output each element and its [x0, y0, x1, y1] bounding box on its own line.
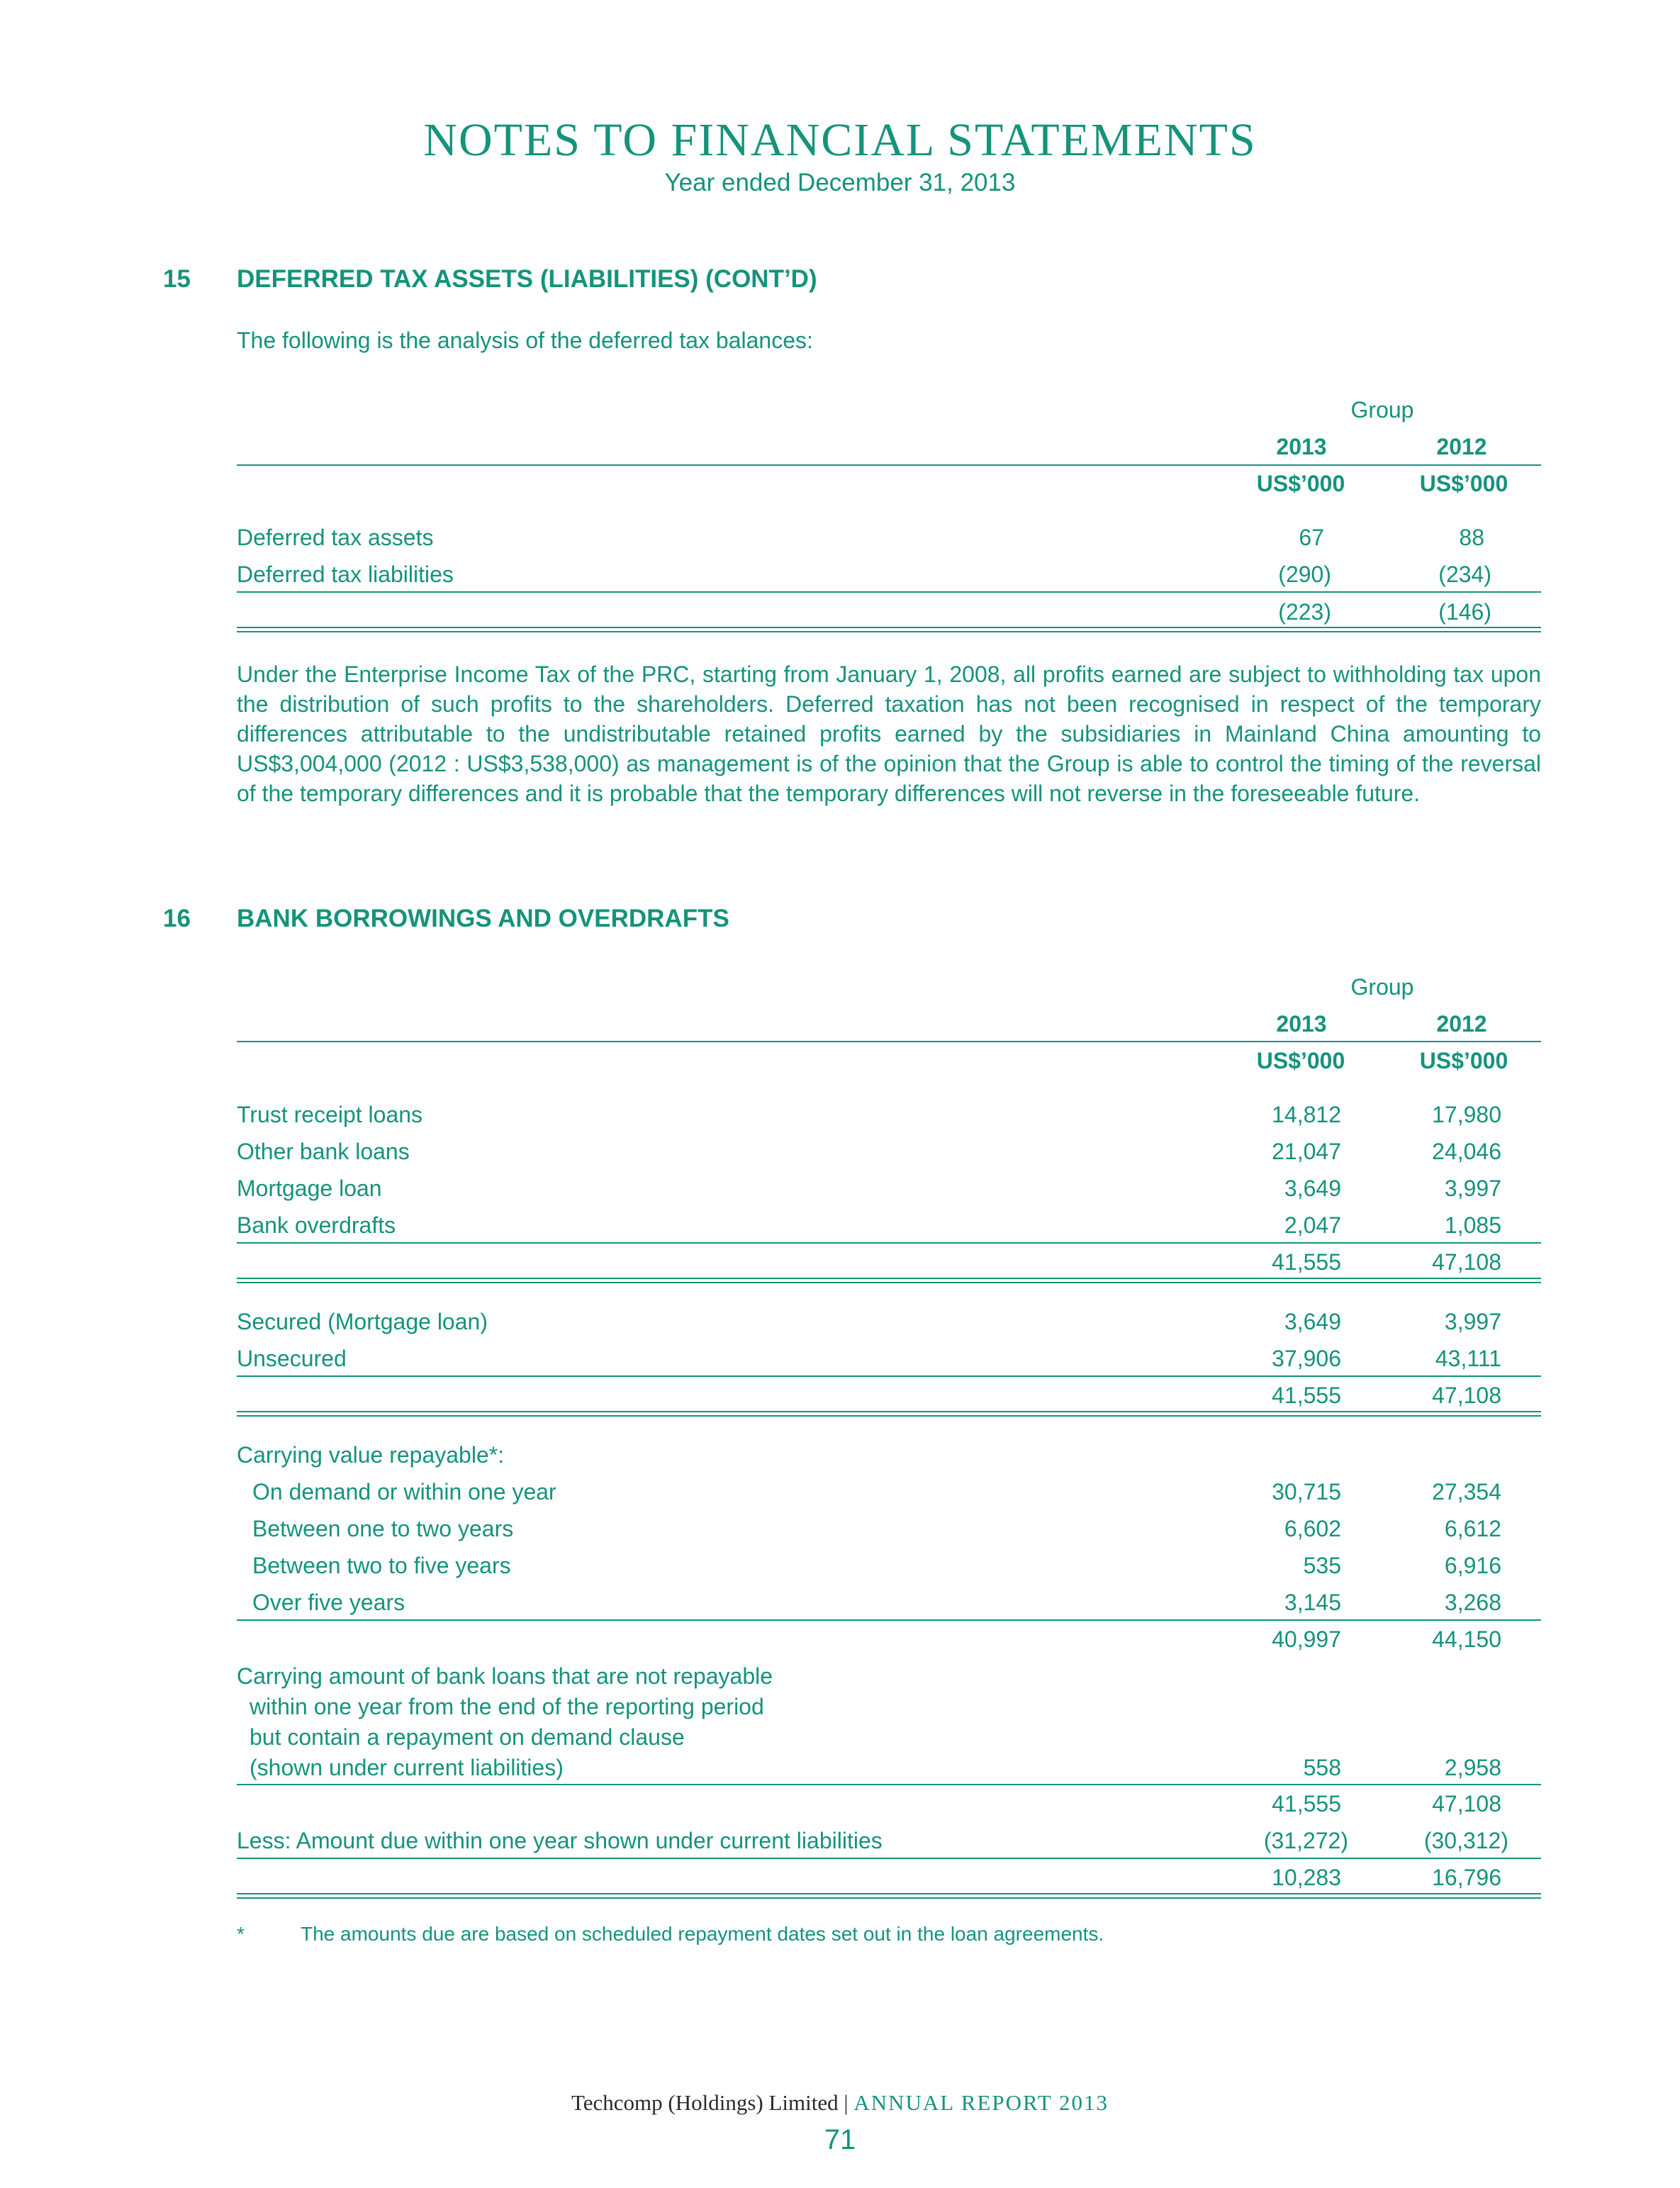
- subtotal-rule: [237, 1242, 1541, 1244]
- total-double-rule: [237, 1411, 1541, 1417]
- value-2012: 6,916: [1444, 1553, 1501, 1578]
- value-2012: 2,958: [1444, 1755, 1501, 1780]
- year-header-2012: 2012: [1436, 1011, 1487, 1037]
- value-2013: 37,906: [1272, 1346, 1341, 1371]
- value-2012: 6,612: [1444, 1516, 1501, 1541]
- unit-header-2012: US$’000: [1419, 1048, 1508, 1073]
- total-double-rule: [237, 627, 1541, 632]
- value-2013: 3,145: [1284, 1590, 1341, 1615]
- value-2012: 3,268: [1444, 1590, 1501, 1615]
- total-double-rule: [237, 1893, 1541, 1899]
- row-label: Mortgage loan: [237, 1176, 382, 1201]
- subtotal-2013: 41,555: [1272, 1791, 1341, 1816]
- value-2012: 24,046: [1432, 1139, 1501, 1164]
- row-label: Between one to two years: [252, 1516, 514, 1541]
- section-number: 15: [163, 265, 191, 293]
- value-2013: 6,602: [1284, 1516, 1341, 1541]
- not-repayable-line: Carrying amount of bank loans that are not repayable: [237, 1663, 773, 1689]
- less-2012: (30,312): [1423, 1828, 1508, 1853]
- value-2012: 17,980: [1432, 1102, 1501, 1127]
- year-header-2012: 2012: [1436, 434, 1487, 459]
- total-2013: 40,997: [1272, 1626, 1341, 1652]
- footnote-mark: *: [237, 1923, 245, 1945]
- value-2013: 3,649: [1284, 1309, 1341, 1334]
- total-2012: 44,150: [1432, 1626, 1501, 1652]
- page-footer: [0, 2090, 1680, 2116]
- footnote-text: The amounts due are based on scheduled repayment dates set out in the loan agreements.: [301, 1923, 1104, 1945]
- value-2012: 1,085: [1444, 1212, 1501, 1238]
- row-label: Between two to five years: [252, 1553, 511, 1578]
- subtotal-rule: [237, 1784, 1541, 1785]
- row-label: Deferred tax assets: [237, 525, 434, 550]
- subtotal-rule: [237, 591, 1541, 593]
- value-2013: (290): [1278, 562, 1331, 587]
- section-title: BANK BORROWINGS AND OVERDRAFTS: [237, 905, 729, 932]
- not-repayable-line: but contain a repayment on demand clause: [250, 1724, 685, 1750]
- total-2013: 41,555: [1272, 1249, 1341, 1275]
- year-header-2013: 2013: [1276, 1011, 1327, 1037]
- row-label: Unsecured: [237, 1346, 347, 1371]
- total-2012: (146): [1438, 599, 1491, 625]
- unit-header-2013: US$’000: [1256, 1048, 1345, 1073]
- value-2013: 14,812: [1272, 1102, 1341, 1127]
- row-label: On demand or within one year: [252, 1479, 556, 1505]
- less-2013: (31,272): [1263, 1828, 1348, 1853]
- value-2012: 43,111: [1435, 1346, 1501, 1371]
- group-header: Group: [1350, 974, 1414, 1000]
- unit-header-2013: US$’000: [1256, 471, 1345, 496]
- value-2013: 3,649: [1284, 1176, 1341, 1201]
- total-2012: 47,108: [1432, 1383, 1501, 1408]
- row-label: Trust receipt loans: [237, 1102, 423, 1127]
- subtotal-rule: [237, 1375, 1541, 1377]
- page-subtitle: Year ended December 31, 2013: [664, 169, 1016, 196]
- value-2013: 535: [1303, 1553, 1341, 1578]
- year-header-2013: 2013: [1276, 434, 1327, 459]
- value-2012: (234): [1438, 562, 1491, 587]
- section-intro: The following is the analysis of the deferred tax balances:: [237, 328, 813, 353]
- value-2012: 27,354: [1432, 1479, 1501, 1505]
- value-2012: 3,997: [1444, 1176, 1501, 1201]
- value-2013: 30,715: [1272, 1479, 1341, 1505]
- subtotal-rule: [237, 1619, 1541, 1621]
- value-2012: 88: [1459, 525, 1484, 550]
- page-number: 71: [824, 2124, 856, 2155]
- footer-company: Techcomp (Holdings) Limited: [571, 2090, 839, 2115]
- total-double-rule: [237, 1278, 1541, 1283]
- repayable-heading: Carrying value repayable*:: [237, 1442, 505, 1468]
- row-label: Over five years: [252, 1590, 405, 1615]
- row-label: Bank overdrafts: [237, 1212, 396, 1238]
- page-title: NOTES TO FINANCIAL STATEMENTS: [423, 114, 1257, 166]
- section-number: 16: [163, 905, 191, 932]
- row-label: Secured (Mortgage loan): [237, 1309, 488, 1334]
- value-2012: 3,997: [1444, 1309, 1501, 1334]
- header-rule: [237, 1041, 1541, 1042]
- total-2013: 41,555: [1272, 1383, 1341, 1408]
- subtotal-2012: 47,108: [1432, 1791, 1501, 1816]
- value-2013: 67: [1299, 525, 1324, 550]
- not-repayable-line: within one year from the end of the reporting period: [250, 1694, 764, 1719]
- row-label: Other bank loans: [237, 1139, 410, 1164]
- total-2012: 47,108: [1432, 1249, 1501, 1275]
- footer-separator: |: [844, 2090, 849, 2115]
- subtotal-rule: [237, 1858, 1541, 1859]
- less-label: Less: Amount due within one year shown under current liabilities: [237, 1828, 883, 1853]
- section-title: DEFERRED TAX ASSETS (LIABILITIES) (CONT’D): [237, 265, 817, 293]
- value-2013: 558: [1303, 1755, 1341, 1780]
- row-label: Deferred tax liabilities: [237, 562, 454, 587]
- value-2013: 2,047: [1284, 1212, 1341, 1238]
- group-header: Group: [1350, 397, 1414, 423]
- unit-header-2012: US$’000: [1419, 471, 1508, 496]
- not-repayable-line: (shown under current liabilities): [250, 1755, 564, 1780]
- header-rule: [237, 464, 1541, 466]
- total-2013: (223): [1278, 599, 1331, 625]
- value-2013: 21,047: [1272, 1139, 1341, 1164]
- final-total-2012: 16,796: [1432, 1865, 1501, 1890]
- deferred-tax-paragraph: Under the Enterprise Income Tax of the PRC, starting from January 1, 2008, all profits earned are subject to withholding tax upon the distribution of such profits to the shareholders. Deferred taxation has not been recognised in respect of the temporary differences attributable to the undistributable retained profits earned by the subsidiaries in Mainland China amounting to US$3,004,000 (2012 : US$3,538,000) as management is of the opinion that the Group is able to control the timing of the reversal of the temporary differences and it is probable that the temporary differences will not reverse in the foreseeable future.: [237, 662, 1541, 806]
- footer-report: ANNUAL REPORT 2013: [853, 2090, 1109, 2115]
- final-total-2013: 10,283: [1272, 1865, 1341, 1890]
